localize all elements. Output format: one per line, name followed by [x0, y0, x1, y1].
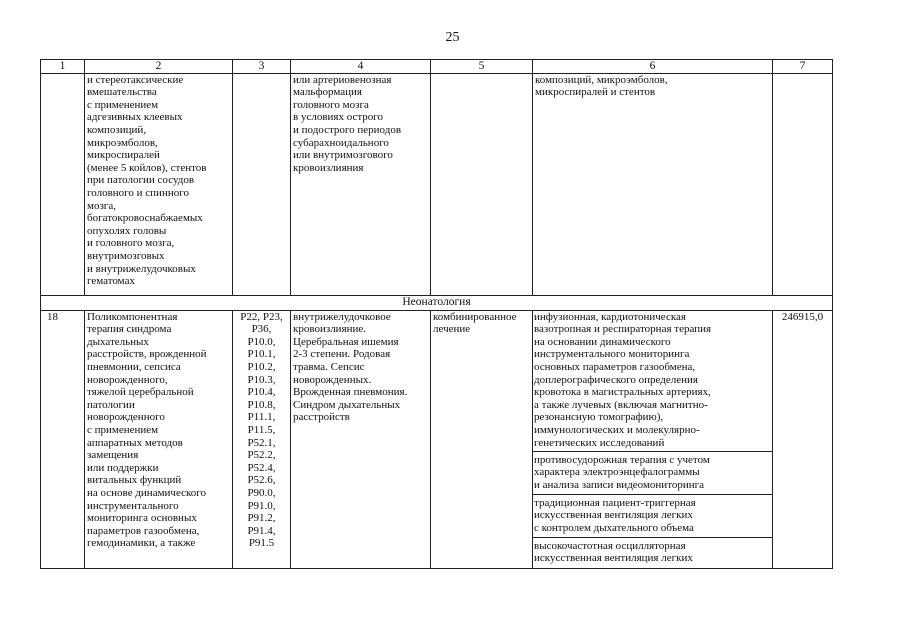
- text-line: P52.1,: [247, 436, 276, 449]
- cell-cost: [773, 73, 833, 295]
- text-line: новорожденного,: [87, 373, 168, 386]
- column-header: 5: [431, 60, 533, 74]
- text-line: инструментального: [87, 499, 179, 512]
- text-line: и подострого периодов: [293, 123, 402, 136]
- text-line: P10.0,: [247, 335, 276, 348]
- text-line: P91.5: [248, 537, 275, 550]
- text-line: P10.2,: [247, 360, 276, 373]
- text-line: мониторинга основных: [87, 512, 197, 525]
- text-line: микроспиралей: [87, 149, 160, 162]
- cell-treatment: [533, 73, 773, 295]
- treatment-item: [533, 452, 772, 495]
- text-line: мальформация: [293, 86, 362, 99]
- text-line: кровоизлияния: [293, 161, 364, 174]
- cell-number: [41, 73, 85, 295]
- cell-method: [85, 310, 233, 568]
- text-line: P10.3,: [247, 373, 276, 386]
- text-line: P52.6,: [247, 474, 276, 487]
- text-line: мозга,: [87, 199, 116, 212]
- text-line: искусственная вентиляция легких: [534, 552, 693, 565]
- text-line: P91.0,: [247, 499, 276, 512]
- continuation-row: [41, 73, 833, 295]
- text-line: гемодинамики, а также: [87, 537, 196, 550]
- text-line: с контролем дыхательного объема: [534, 521, 694, 534]
- text-line: патологии: [87, 398, 135, 411]
- text-line: новорожденного: [87, 411, 165, 424]
- text-line: внутрижелудочковое: [293, 310, 391, 323]
- text-line: Синдром дыхательных: [293, 398, 401, 411]
- text-line: генетических исследований: [534, 436, 665, 449]
- text-line: терапия синдрома: [87, 323, 172, 336]
- text-line: богатокровоснабжаемых: [87, 212, 203, 225]
- text-line: витальных функций: [87, 474, 182, 487]
- text-line: P52.4,: [247, 461, 276, 474]
- text-line: и внутрижелудочковых: [87, 262, 196, 275]
- cost-value: 246915,0: [773, 310, 833, 568]
- method-text: [87, 74, 230, 288]
- text-line: параметров газообмена,: [87, 524, 200, 537]
- text-line: пневмонии, сепсиса: [87, 360, 181, 373]
- row-number: 18: [41, 310, 85, 568]
- text-line: дыхательных: [87, 335, 149, 348]
- text-line: травма. Сепсис: [293, 360, 365, 373]
- cell-treatment-type: [431, 310, 533, 568]
- text-line: P90.0,: [247, 486, 276, 499]
- page-number: 25: [445, 30, 460, 45]
- text-line: P91.2,: [247, 512, 276, 525]
- treatment-item: [533, 495, 772, 538]
- method-text: [87, 311, 230, 550]
- text-line: адгезивных клеевых: [87, 111, 183, 124]
- text-line: иммунологических и молекулярно-: [534, 423, 700, 436]
- column-header: 2: [85, 60, 233, 74]
- text-line: расстройств: [293, 411, 350, 424]
- treatment-type-text: [433, 311, 530, 336]
- text-line: комбинированное: [433, 310, 517, 323]
- text-line: с применением: [87, 98, 159, 111]
- text-line: расстройств, врожденной: [87, 348, 207, 361]
- text-line: P11.1,: [247, 411, 276, 424]
- text-line: вмешательства: [87, 86, 157, 99]
- text-line: опухолях головы: [87, 224, 167, 237]
- text-line: головного мозга: [293, 98, 369, 111]
- text-line: в условиях острого: [293, 111, 384, 124]
- section-row: [41, 295, 833, 310]
- text-line: на основании динамического: [534, 335, 671, 348]
- text-line: доплерографического определения: [534, 373, 698, 386]
- text-line: высокочастотная осцилляторная: [534, 539, 686, 552]
- text-line: резонансную томографию),: [534, 411, 664, 424]
- text-line: или внутримозгового: [293, 149, 393, 162]
- table-row-18: [41, 310, 833, 568]
- column-header-row: [41, 60, 833, 74]
- text-line: Врожденная пневмония.: [293, 386, 408, 399]
- cell-diagnosis: [291, 73, 431, 295]
- text-line: и анализа записи видеомониторинга: [534, 478, 705, 491]
- treatment-table: [40, 59, 833, 569]
- text-line: или артериовенозная: [293, 73, 392, 86]
- text-line: P22, P23,: [240, 310, 283, 323]
- text-line: композиций, микроэмболов,: [535, 73, 668, 86]
- text-line: характера электроэнцефалограммы: [534, 466, 700, 479]
- column-header: 6: [533, 60, 773, 74]
- text-line: новорожденных.: [293, 373, 372, 386]
- text-line: 2-3 степени. Родовая: [293, 348, 391, 361]
- text-line: аппаратных методов: [87, 436, 183, 449]
- text-line: P91.4,: [247, 524, 276, 537]
- diagnosis-text: [293, 74, 428, 175]
- text-line: кровоизлияние.: [293, 323, 367, 336]
- text-line: основных параметров газообмена,: [534, 360, 696, 373]
- text-line: лечение: [433, 323, 471, 336]
- column-header: 1: [41, 60, 85, 74]
- column-header: 7: [773, 60, 833, 74]
- text-line: Поликомпонентная: [87, 310, 178, 323]
- text-line: с применением: [87, 423, 159, 436]
- column-header: 4: [291, 60, 431, 74]
- text-line: инфузионная, кардиотоническая: [534, 310, 686, 323]
- text-line: (менее 5 койлов), стентов: [87, 161, 207, 174]
- icd-codes: [235, 311, 288, 550]
- section-title: Неонатология: [41, 295, 833, 310]
- text-line: P10.8,: [247, 398, 276, 411]
- treatment-item: [533, 538, 772, 565]
- text-line: микроэмболов,: [87, 136, 158, 149]
- diagnosis-text: [293, 311, 428, 424]
- text-line: Церебральная ишемия: [293, 335, 399, 348]
- text-line: вазотропная и респираторная терапия: [534, 323, 712, 336]
- cell-diagnosis: [291, 310, 431, 568]
- text-line: противосудорожная терапия с учетом: [534, 453, 710, 466]
- cell-codes: [233, 310, 291, 568]
- text-line: внутримозговых: [87, 249, 165, 262]
- text-line: головного и спинного: [87, 186, 189, 199]
- text-line: традиционная пациент-триггерная: [534, 496, 696, 509]
- text-line: или поддержки: [87, 461, 159, 474]
- text-line: гематомах: [87, 275, 135, 288]
- text-line: P10.4,: [247, 386, 276, 399]
- cell-treatment-type: [431, 73, 533, 295]
- treatment-item: [533, 311, 772, 452]
- text-line: кровотока в магистральных артериях,: [534, 386, 711, 399]
- text-line: замещения: [87, 449, 139, 462]
- text-line: микроспиралей и стентов: [535, 86, 656, 99]
- treatment-text: [535, 74, 770, 99]
- cell-codes: [233, 73, 291, 295]
- text-line: P52.2,: [247, 449, 276, 462]
- text-line: и головного мозга,: [87, 237, 175, 250]
- text-line: композиций,: [87, 123, 147, 136]
- cell-treatment: [533, 310, 773, 568]
- text-line: на основе динамического: [87, 486, 207, 499]
- text-line: а также лучевых (включая магнитно-: [534, 398, 708, 411]
- text-line: P11.5,: [247, 423, 276, 436]
- text-line: субарахноидального: [293, 136, 389, 149]
- text-line: тяжелой церебральной: [87, 386, 194, 399]
- text-line: P10.1,: [247, 348, 276, 361]
- text-line: P36,: [251, 323, 272, 336]
- text-line: искусственная вентиляция легких: [534, 509, 693, 522]
- text-line: инструментального мониторинга: [534, 348, 690, 361]
- cell-method: [85, 73, 233, 295]
- column-header: 3: [233, 60, 291, 74]
- text-line: при патологии сосудов: [87, 174, 195, 187]
- text-line: и стереотаксические: [87, 73, 184, 86]
